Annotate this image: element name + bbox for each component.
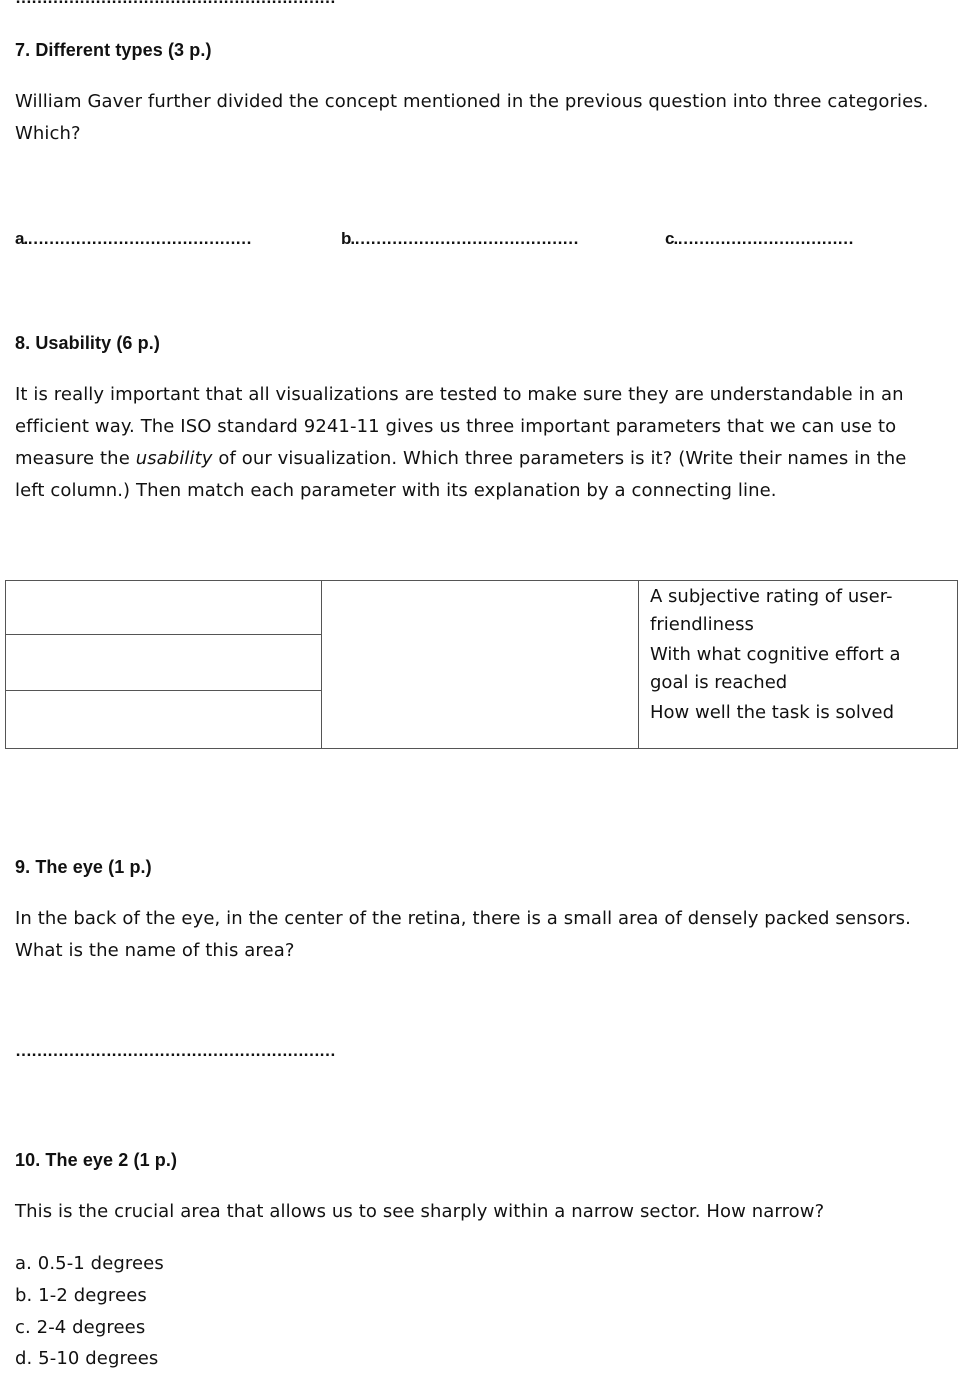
explanation-item: A subjective rating of user-friendliness [650,586,893,635]
q7-answer-a[interactable]: a.…………………………………… [15,229,252,248]
q10-heading: 10. The eye 2 (1 p.) [15,1150,178,1170]
q8-heading: 8. Usability (6 p.) [15,333,160,353]
q9-text-line-1: In the back of the eye, in the center of the retina, there is a small area of densely packed sensors. [15,908,911,929]
q8-text-line-1: It is really important that all visualizations are tested to make sure they are understandable in an [15,384,904,405]
explanation-item: How well the task is solved [650,702,895,723]
option-d[interactable]: d. 5-10 degrees [15,1348,159,1369]
usability-term: usability [135,448,213,469]
parameter-name-cell-2[interactable] [6,635,322,691]
matching-area-cell[interactable] [322,581,639,749]
explanation-item: With what cognitive effort a goal is reached [650,644,901,693]
option-a[interactable]: a. 0.5-1 degrees [15,1253,164,1274]
answer-line-previous [15,0,335,8]
parameter-name-cell-1[interactable] [6,581,322,635]
usability-matching-table [5,580,958,749]
q8-text-line-2: efficient way. The ISO standard 9241-11 gives us three important parameters that we can use to [15,416,897,437]
q7-heading: 7. Different types (3 p.) [15,40,212,60]
option-b[interactable]: b. 1-2 degrees [15,1285,147,1306]
q9-answer-line[interactable]: …………………………………………………… [15,1041,335,1060]
q8-text-line-3-start: measure the [15,448,136,469]
q10-text-line-1: This is the crucial area that allows us to see sharply within a narrow sector. How narrow? [15,1201,825,1222]
q9-heading: 9. The eye (1 p.) [15,857,152,877]
option-c[interactable]: c. 2-4 degrees [15,1317,146,1338]
q8-text-line-4: left column.) Then match each parameter with its explanation by a connecting line. [15,480,777,501]
q9-text-line-2: What is the name of this area? [15,940,295,961]
q7-text-line-1: William Gaver further divided the concept mentioned in the previous question into three categories. [15,91,929,112]
q7-answer-c[interactable]: c.…………………………… [665,229,854,248]
q7-answer-b[interactable]: b.…………………………………… [341,229,579,248]
parameter-name-cell-3[interactable] [6,691,322,749]
q8-text-line-3 [15,448,906,469]
explanations-cell [639,581,958,749]
q8-text-line-3-end: of our visualization. Which three parameters is it? (Write their names in the [212,448,907,469]
q7-text-line-2: Which? [15,123,81,144]
